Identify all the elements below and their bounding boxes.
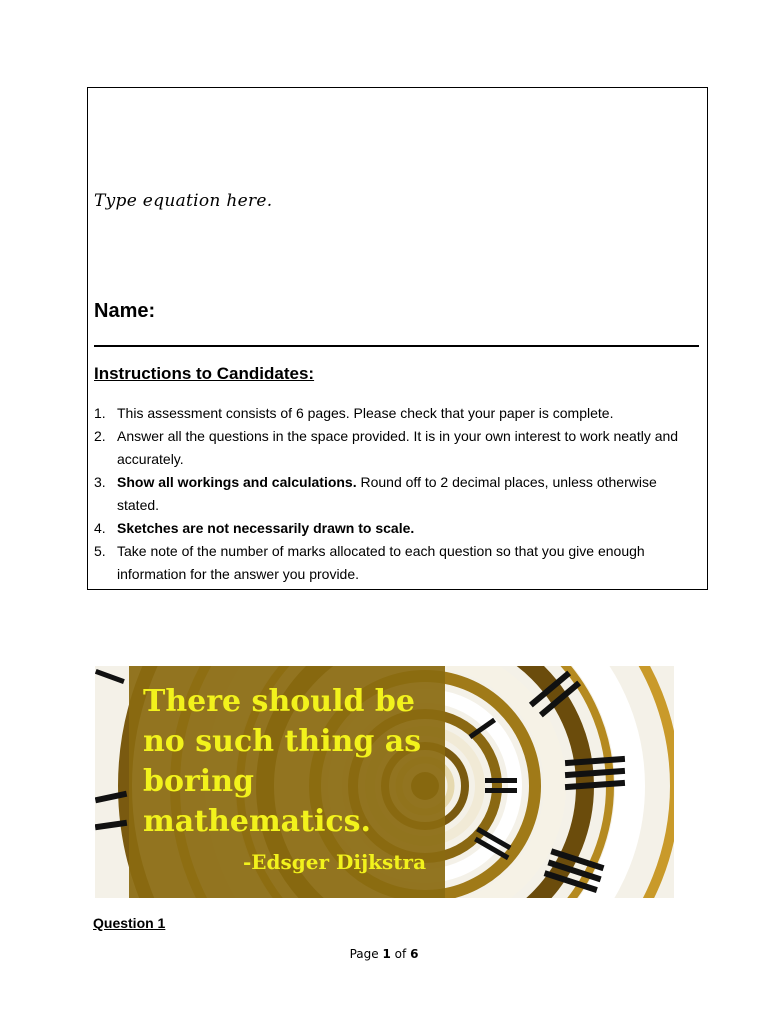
page-footer [0,947,768,961]
equation-placeholder[interactable]: Type equation here. [94,191,273,211]
instruction-bold-text: Sketches are not necessarily drawn to scale. [117,520,415,536]
question-heading: Question 1 [93,915,166,931]
instruction-number: 3. [94,474,106,490]
instruction-item [94,425,693,471]
name-label: Name: [94,300,156,322]
instruction-text: This assessment consists of 6 pages. Please check that your paper is complete. [117,405,614,421]
name-line [94,345,699,347]
total-pages-number: 6 [410,947,419,961]
instruction-item [94,517,693,540]
instruction-bold-text: Show all workings and calculations. [117,474,357,490]
quote-banner-image [95,666,674,898]
instruction-text: Round off to 2 decimal places, unless otherwise stated. [117,474,657,513]
page-word: Page [349,947,379,961]
instruction-number: 4. [94,520,106,536]
instruction-text: Take note of the number of marks allocated to each question so that you give enough information for the answer you provide. [117,543,645,582]
quote-author: -Edsger Dijkstra [243,850,427,874]
instruction-number: 2. [94,428,106,444]
clock-spiral-illustration [95,666,674,898]
instruction-item [94,471,693,517]
instruction-item [94,540,693,586]
quote-line: boring [143,764,254,799]
quote-line: no such thing as [143,724,422,759]
quote-line: There should be [143,684,415,719]
instructions-list [94,402,693,586]
of-word: of [394,947,407,961]
instructions-heading: Instructions to Candidates: [94,364,315,383]
current-page-number: 1 [382,947,391,961]
instruction-number: 1. [94,405,106,421]
instructions-box [87,87,708,590]
instruction-number: 5. [94,543,106,559]
instruction-item [94,402,693,425]
instruction-text: Answer all the questions in the space provided. It is in your own interest to work neatly and accurately. [117,428,679,467]
quote-line: mathematics. [143,804,371,839]
